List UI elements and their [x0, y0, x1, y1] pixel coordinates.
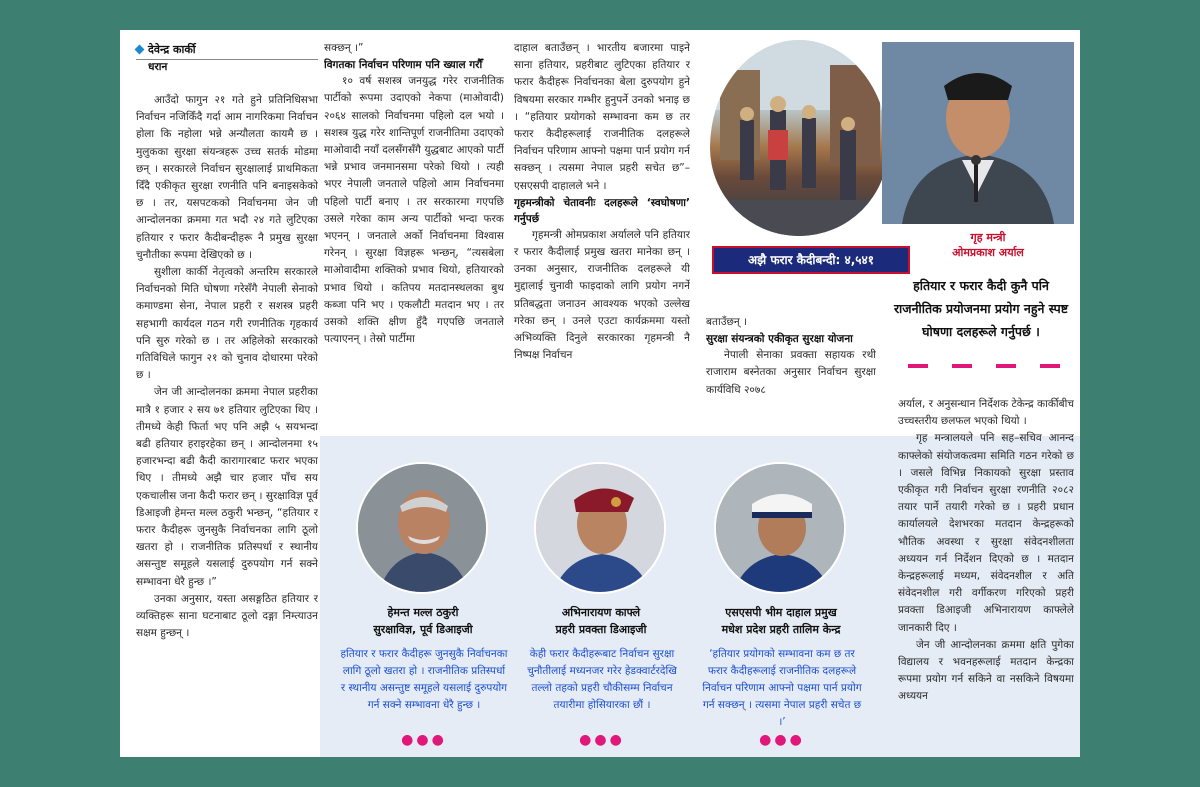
- expert-caption-2: [516, 604, 686, 638]
- byline: [136, 42, 318, 74]
- subheading: विगतका निर्वाचन परिणाम पनि ख्याल गरौँ: [324, 59, 483, 72]
- paragraph: अर्याल, र अनुसन्धान निर्देशक टेकेन्द्र कार्कीबीच उच्चस्तरीय छलफल भएको थियो ।: [898, 398, 1074, 428]
- author-name: देवेन्द्र कार्की: [136, 42, 318, 57]
- newspaper-page: [120, 30, 1080, 757]
- paragraph: दाहाल बताउँछन् । भारतीय बजारमा पाइने साना हतियार, प्रहरीबाट लुटिएका हतियार र फरार कैदीहरू निर्वाचनका बेला दुरुपयोग हुने विषयमा सरकार गम्भीर हुनुपर्ने उनको भनाइ छ । “हतियार प्रयोगको सम्भावना कम छ तर फरार कैदीहरूलाई राजनीतिक दलहरूले निर्वाचन परिणाम आफ्नो पक्षमा पार्न प्रयोग गर्न सक्छन् । त्यसमा नेपाल प्रहरी सचेत छ”–एसएसपी दाहालले भने ।: [514, 42, 690, 192]
- paragraph: उनका अनुसार, यस्ता असङ्गठित हतियार र व्यक्तिहरू साना घटनाबाट ठूलो दङ्गा निम्त्याउन सक्षम हुन्छन् ।: [136, 592, 318, 640]
- minister-role: गृह मन्त्री: [970, 231, 1006, 244]
- minister-photo: [882, 42, 1074, 224]
- expert-photo-1: [356, 462, 488, 594]
- paragraph: जेन जी आन्दोलनका क्रममा क्षति पुगेका विद्यालय र भवनहरूलाई मतदान केन्द्रका रूपमा प्रयोग गर्न सकिने वा नसकिने विषयमा अध्ययन: [898, 638, 1074, 703]
- expert-name: हेमन्त मल्ल ठकुरी: [387, 606, 459, 619]
- author-place: धरान: [136, 59, 318, 74]
- dots-2: ●●●: [579, 732, 625, 748]
- expert-name: अभिनारायण काफ्ले: [561, 606, 641, 619]
- minister-name: ओमप्रकाश अर्याल: [952, 246, 1024, 259]
- expert-photo-2: [534, 462, 666, 594]
- divider-dashes: [908, 364, 1058, 370]
- article-column-2: [324, 40, 504, 432]
- expert-title: प्रहरी प्रवक्ता डिआइजी: [555, 623, 647, 636]
- subheading: सुरक्षा संयन्त्रको एकीकृत सुरक्षा योजना: [706, 333, 853, 346]
- dots-1: ●●●: [401, 732, 447, 748]
- article-column-3: [514, 40, 690, 432]
- street-photo: [710, 40, 888, 236]
- paragraph: गृह मन्त्रालयले पनि सह–सचिव आनन्द काफ्लेको संयोजकत्वमा समिति गठन गरेको छ । जसले विभिन्न निकायको सुरक्षा प्रस्ताव एकीकृत गरी निर्वाचन सुरक्षा रणनीति २०८२ तयार पार्ने तयारी गरेको छ । प्रहरी प्रधान कार्यालयले देशभरका मतदान केन्द्रहरूको भौतिक अवस्था र सुरक्षा संवेदनशीलता अध्ययन गर्न निर्देशन दिएको छ । मतदान केन्द्रहरूलाई मध्यम, संवेदनशील र अति संवेदनशील गरी वर्गीकरण गरिएको प्रहरी प्रवक्ता डिआइजी अभिनारायण काफ्लेले जानकारी दिए ।: [898, 432, 1074, 634]
- expert-caption-3: [696, 604, 866, 638]
- expert-title: मधेश प्रदेश प्रहरी तालिम केन्द्र: [721, 623, 841, 636]
- paragraph: आउँदो फागुन २१ गते हुने प्रतिनिधिसभा निर्वाचन नजिकिँदै गर्दा आम नागरिकमा निर्वाचन होला कि नहोला भन्ने अन्यौलता कायमै छ । मुलुकका सुरक्षा संयन्त्रहरू उच्च सतर्क मोडमा छन् । सरकारले निर्वाचन सुरक्षालाई प्राथमिकता दिँदै एकीकृत सुरक्षा रणनीति पनि बनाइसकेको छ । तर, यसपटकको निर्वाचनमा जेन जी आन्दोलनका क्रममा गत भदौ २४ गते लुटिएका हतियार र फरार कैदीबन्दीहरू नै प्रमुख सुरक्षा चुनौतीका रूपमा देखिएको छ ।: [136, 94, 318, 261]
- paragraph: १० वर्ष सशस्त्र जनयुद्ध गरेर राजनीतिक पार्टीको रूपमा उदाएको नेकपा (माओवादी) २०६४ सालको निर्वाचनमा पहिलो दल भयो । सशस्त्र युद्ध गरेर शान्तिपूर्ण राजनीतिमा उदाएको माओवादी नयाँ दलसँगसँगै युद्धबाट आएको पार्टी भन्ने प्रभाव जनमानसमा परेको थियो । त्यही भएर नेपाली जनताले पहिलो आम निर्वाचनमा पहिलो पार्टी बनाए । तर सरकारमा गएपछि उसले गरेका काम अन्य पार्टीको भन्दा फरक भएनन् । जनताले अर्को निर्वाचनमा विश्वास गरेनन् । सुरक्षा विज्ञहरू भन्छन्, “त्यसबेला माओवादीमा शक्तिको प्रभाव थियो, हतियारको प्रभाव थियो । कतिपय मतदानस्थलका बुथ कब्जा पनि भए । एकलौटी मतदान भए । तर उसको शक्ति क्षीण हुँदै गएपछि जनताले पत्याएनन् । तेस्रो पार्टीमा: [324, 75, 504, 346]
- fugitive-count-banner: अझै फरार कैदीबन्दी: ४,५४१: [712, 246, 910, 274]
- expert-name: एसएसपी भीम दाहाल प्रमुख: [725, 606, 837, 619]
- subheading: गृहमन्त्रीको चेतावनीः दलहरूले ‘स्वघोषणा’ गर्नुपर्छ: [514, 196, 690, 225]
- expert-quote-3: ‘हतियार प्रयोगको सम्भावना कम छ तर फरार कैदीहरूलाई राजनीतिक दलहरूले निर्वाचन परिणाम आफ्नो पक्षमा पार्न प्रयोग गर्न सक्छन् । त्यसमा नेपाल प्रहरी सचेत छ ।’: [702, 648, 862, 728]
- article-column-1: [136, 92, 318, 757]
- expert-caption-1: [338, 604, 508, 638]
- paragraph: नेपाली सेनाका प्रवक्ता सहायक रथी राजाराम बस्नेतका अनुसार निर्वाचन सुरक्षा कार्यविधि २०७८: [706, 349, 876, 396]
- expert-title: सुरक्षाविज्ञ, पूर्व डिआइजी: [373, 623, 473, 636]
- paragraph: सक्छन् ।”: [324, 42, 364, 54]
- paragraph: जेन जी आन्दोलनका क्रममा नेपाल प्रहरीका मात्रै १ हजार २ सय ७१ हतियार लुटिएका थिए । तीमध्ये केही फिर्ता भए पनि अझै ५ सयभन्दा बढी हतियार हराइरहेका छन् । आन्दोलनमा १५ हजारभन्दा बढी कैदी कारागारबाट फरार भएका थिए । तीमध्ये अझै चार हजार पाँच सय एकचालीस जना कैदी फरार छन् । सुरक्षाविज्ञ पूर्व डिआइजी हेमन्त मल्ल ठकुरी भन्छन्, “हतियार र फरार कैदीहरू जुनसुकै निर्वाचनका लागि ठूलो खतरा हो । राजनीतिक प्रतिस्पर्धा र स्थानीय असन्तुष्ट समूहले यसलाई दुरुपयोग गर्न सक्ने सम्भावना धेरै हुन्छ ।”: [136, 386, 318, 588]
- paragraph: गृहमन्त्री ओमप्रकाश अर्यालले पनि हतियार र फरार कैदीलाई प्रमुख खतरा मानेका छन् । उनका अनुसार, राजनीतिक दलहरूले यी मुद्दालाई चुनावी फाइदाको लागि प्रयोग नगर्ने प्रतिबद्धता जनाउन आवश्यक भएको उल्लेख गरेका छन् । उनले एउटा कार्यक्रममा यस्तो अभिव्यक्ति दिनुले सरकारका गृहमन्त्री नै निष्पक्ष निर्वाचन: [514, 228, 690, 362]
- paragraph: सुशीला कार्की नेतृत्वको अन्तरिम सरकारले निर्वाचनको मिति घोषणा गरेसँगै नेपाली सेनाको कमाण्डमा सेना, नेपाल प्रहरी र सशस्त्र प्रहरी सहभागी कार्यदल गठन गरी रणनीतिक गृहकार्य पनि सुरु गरेको छ । तर अहिलेको सरकारको गतिविधिले फागुन २१ को चुनाव दोधारमा परेको छ ।: [136, 266, 318, 382]
- expert-quote-1: हतियार र फरार कैदीहरू जुनसुकै निर्वाचनका लागि ठूलो खतरा हो । राजनीतिक प्रतिस्पर्धा र स्थानीय असन्तुष्ट समूहले यसलाई दुरुपयोग गर्न सक्ने सम्भावना धेरै हुन्छ ।: [340, 648, 508, 711]
- expert-quote-2: केही फरार कैदीहरूबाट निर्वाचन सुरक्षा चुनौतीलाई मध्यनजर गरेर हेडक्वार्टरदेखि तल्लो तहको प्रहरी चौकीसम्म निर्वाचन तयारीमा होसियारका छौं ।: [527, 648, 677, 711]
- dots-3: ●●●: [759, 732, 805, 748]
- article-column-5: [898, 396, 1074, 757]
- paragraph: बताउँछन् ।: [706, 316, 747, 328]
- article-column-4: [706, 314, 876, 432]
- minister-caption: [900, 230, 1076, 260]
- minister-quote: हतियार र फरार कैदी कुनै पनि राजनीतिक प्रयोजनमा प्रयोग नहुने स्पष्ट घोषणा दलहरूले गर्नुपर्छ ।: [893, 278, 1069, 339]
- expert-photo-3: [714, 462, 846, 594]
